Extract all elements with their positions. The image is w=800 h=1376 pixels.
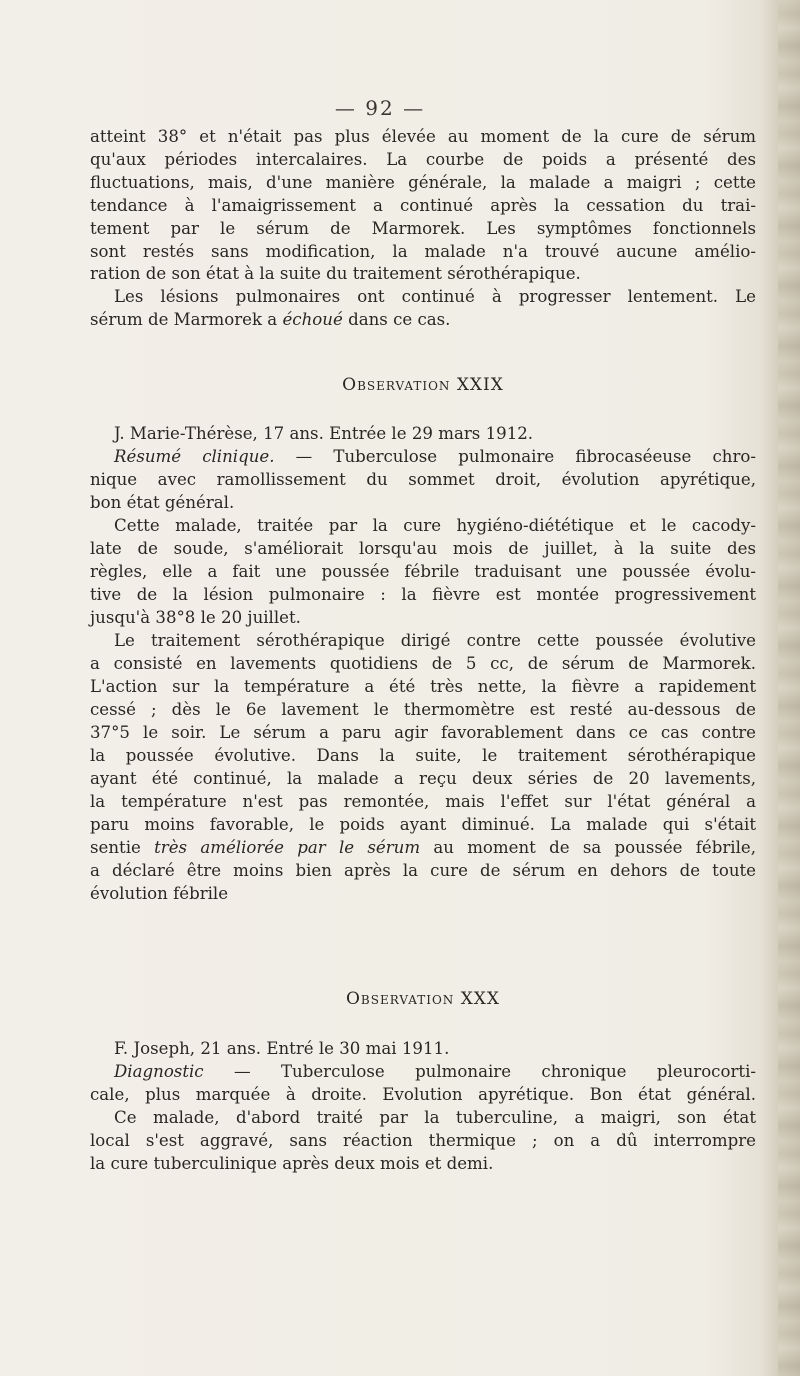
text-line: a déclaré être moins bien après la cure de sérum en dehors de toute xyxy=(90,861,756,880)
text-line: Le traitement sérothérapique dirigé contre cette poussée évolutive xyxy=(114,631,756,650)
text-line xyxy=(90,1060,756,1083)
text-line: atteint 38° et n'était pas plus élevée au moment de la cure de sérum xyxy=(90,127,756,146)
observation-30-heading: Observation XXX xyxy=(346,989,500,1009)
text-line: qu'aux périodes intercalaires. La courbe de poids a présenté des xyxy=(90,149,756,169)
page-edge-shadow xyxy=(778,0,800,1376)
text-line: sont restés sans modification, la malade n'a trouvé aucune amélio- xyxy=(90,241,756,261)
text-line: règles, elle a fait une poussée fébrile traduisant une poussée évolu- xyxy=(90,562,756,581)
text-line: a consisté en lavements quotidiens de 5 cc, de sérum de Marmorek. xyxy=(90,654,756,673)
intro-paragraph xyxy=(90,126,756,332)
page-number: — 92 — xyxy=(334,96,426,120)
text-line: bon état général. xyxy=(90,493,235,512)
text-line: jusqu'à 38°8 le 20 juillet. xyxy=(90,608,301,627)
text-line: cale, plus marquée à droite. Evolution apyrétique. Bon état général. xyxy=(90,1085,756,1104)
text-line: cessé ; dès le 6e lavement le thermomètre est resté au-dessous de xyxy=(90,700,756,719)
text-line: tive de la lésion pulmonaire : la fièvre est montée progressivement xyxy=(90,585,756,604)
text-fragment: — Tuberculose pulmonaire fibrocaséeuse chro- xyxy=(274,447,756,466)
text-fragment: dans ce cas. xyxy=(342,310,451,330)
text-line: paru moins favorable, le poids ayant diminué. La malade qui s'était xyxy=(90,815,756,834)
emphasis: très améliorée par le sérum xyxy=(154,838,421,857)
text-line: évolution fébrile xyxy=(90,884,229,903)
text-line: la cure tuberculinique après deux mois et demi. xyxy=(90,1154,494,1173)
observation-30-body xyxy=(90,1037,756,1175)
text-line: J. Marie-Thérèse, 17 ans. Entrée le 29 mars 1912. xyxy=(114,424,534,443)
emphasis: échoué xyxy=(282,310,343,330)
text-fragment: au moment de sa poussée fébrile, xyxy=(420,838,756,857)
text-line: F. Joseph, 21 ans. Entré le 30 mai 1911. xyxy=(114,1039,450,1058)
text-line: L'action sur la température a été très nette, la fièvre a rapidement xyxy=(90,677,756,696)
text-line: la poussée évolutive. Dans la suite, le traitement sérothérapique xyxy=(90,746,756,765)
text-line: Ce malade, d'abord traité par la tuberculine, a maigri, son état xyxy=(114,1108,756,1127)
text-line: late de soude, s'améliorait lorsqu'au mois de juillet, à la suite des xyxy=(90,539,756,558)
text-line: Les lésions pulmonaires ont continué à progresser lentement. Le xyxy=(114,287,756,307)
text-line: 37°5 le soir. Le sérum a paru agir favorablement dans ce cas contre xyxy=(90,723,756,742)
text-line: tement par le sérum de Marmorek. Les symptômes fonctionnels xyxy=(90,218,756,238)
observation-29-body xyxy=(90,422,756,905)
text-fragment: sérum de Marmorek a xyxy=(90,310,283,330)
text-line: local s'est aggravé, sans réaction thermique ; on a dû interrompre xyxy=(90,1131,756,1150)
text-fragment: sentie xyxy=(90,838,155,857)
text-line: ration de son état à la suite du traitement sérothérapique. xyxy=(90,264,581,284)
text-line: ayant été continué, la malade a reçu deux séries de 20 lavements, xyxy=(90,769,756,788)
observation-29-heading: Observation XXIX xyxy=(342,375,504,395)
text-fragment: — Tuberculose pulmonaire chronique pleurocorti- xyxy=(203,1062,756,1081)
text-line xyxy=(90,445,756,468)
text-line xyxy=(90,309,756,332)
text-line: Cette malade, traitée par la cure hygiéno-diététique et le cacody- xyxy=(114,516,756,535)
text-line: fluctuations, mais, d'une manière générale, la malade a maigri ; cette xyxy=(90,172,756,192)
text-line: la température n'est pas remontée, mais l'effet sur l'état général a xyxy=(90,792,756,811)
emphasis: Résumé clinique. xyxy=(114,447,275,466)
text-line: nique avec ramollissement du sommet droit, évolution apyrétique, xyxy=(90,470,756,489)
emphasis: Diagnostic xyxy=(114,1062,204,1081)
text-line: tendance à l'amaigrissement a continué après la cessation du trai- xyxy=(90,195,756,215)
text-line xyxy=(90,836,756,859)
